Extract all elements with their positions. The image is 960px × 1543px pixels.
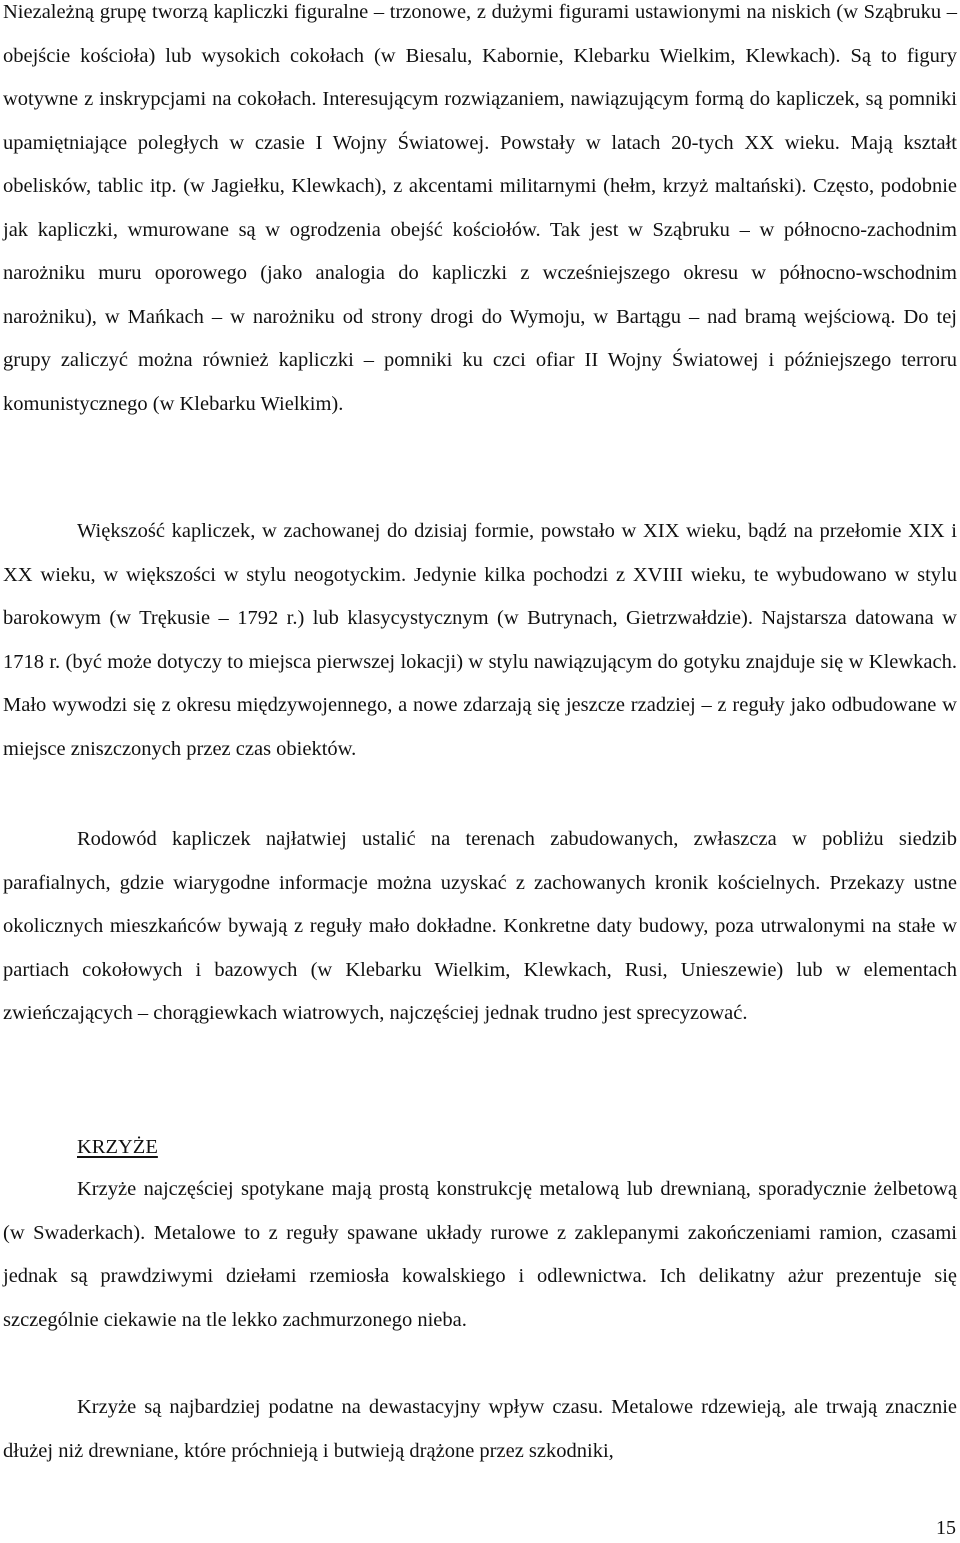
paragraph-cross-decay: Krzyże są najbardziej podatne na dewastacyjny wpływ czasu. Metalowe rdzewieją, ale trwają znacznie dłużej niż drewniane, które próchnieją i butwieją drążone przez szkodniki,: [3, 1396, 957, 1462]
page-number: 15: [936, 1517, 956, 1539]
paragraph-chapel-origins: Rodowód kapliczek najłatwiej ustalić na terenach zabudowanych, zwłaszcza w pobliżu siedzib parafialnych, gdzie wiarygodne informacje można uzyskać z zachowanych kronik kościelnych. Przekazy ustne okolicznych mieszkańców bywają z reguły mało dokładne. Konkretne daty budowy, poza utrwalonymi na stałe w partiach cokołowych i bazowych (w Klebarku Wielkim, Klewkach, Rusi, Unieszewie) lub w elementach zwieńczających – chorągiewkach wiatrowych, najczęściej jednak trudno jest sprecyzować.: [3, 828, 957, 1024]
section-heading-crosses: KRZYŻE: [77, 1136, 158, 1158]
paragraph-cross-construction: Krzyże najczęściej spotykane mają prostą konstrukcję metalową lub drewnianą, sporadycznie żelbetową (w Swaderkach). Metalowe to z reguły spawane układy rurowe z zaklepanymi zakończeniami ramion, czasami jednak są prawdziwymi dziełami rzemiosła kowalskiego i odlewnictwa. Ich delikatny ażur prezentuje się szczególnie ciekawie na tle lekko zachmurzonego nieba.: [3, 1178, 957, 1331]
paragraph-figural-chapels: Niezależną grupę tworzą kapliczki figuralne – trzonowe, z dużymi figurami ustawionymi na niskich (w Sząbruku – obejście kościoła) lub wysokich cokołach (w Biesalu, Kabornie, Klebarku Wielkim, Klewkach). Są to figury wotywne z inskrypcjami na cokołach. Interesującym rozwiązaniem, nawiązującym formą do kapliczek, są pomniki upamiętniające poległych w czasie I Wojny Światowej. Powstały w latach 20-tych XX wieku. Mają kształt obelisków, tablic itp. (w Jagiełku, Klewkach), z akcentami militarnymi (hełm, krzyż maltański). Często, podobnie jak kapliczki, wmurowane są w ogrodzenia obejść kościołów. Tak jest w Sząbruku – w północno-zachodnim narożniku muru oporowego (jako analogia do kapliczki z wcześniejszego okresu w północno-wschodnim narożniku), w Mańkach – w narożniku od strony drogi do Wymoju, w Bartągu – nad bramą wejściową. Do tej grupy zaliczyć można również kapliczki – pomniki ku czci ofiar II Wojny Światowej i późniejszego terroru komunistycznego (w Klebarku Wielkim).: [3, 1, 957, 415]
paragraph-chapel-dating: Większość kapliczek, w zachowanej do dzisiaj formie, powstało w XIX wieku, bądź na przełomie XIX i XX wieku, w większości w stylu neogotyckim. Jedynie kilka pochodzi z XVIII wieku, te wybudowano w stylu barokowym (w Trękusie – 1792 r.) lub klasycystycznym (w Butrynach, Gietrzwałdzie). Najstarsza datowana w 1718 r. (być może dotyczy to miejsca pierwszej lokacji) w stylu nawiązującym do gotyku znajduje się w Klewkach. Mało wywodzi się z okresu międzywojennego, a nowe zdarzają się jeszcze rzadziej – z reguły jako odbudowane w miejsce zniszczonych przez czas obiektów.: [3, 520, 957, 760]
